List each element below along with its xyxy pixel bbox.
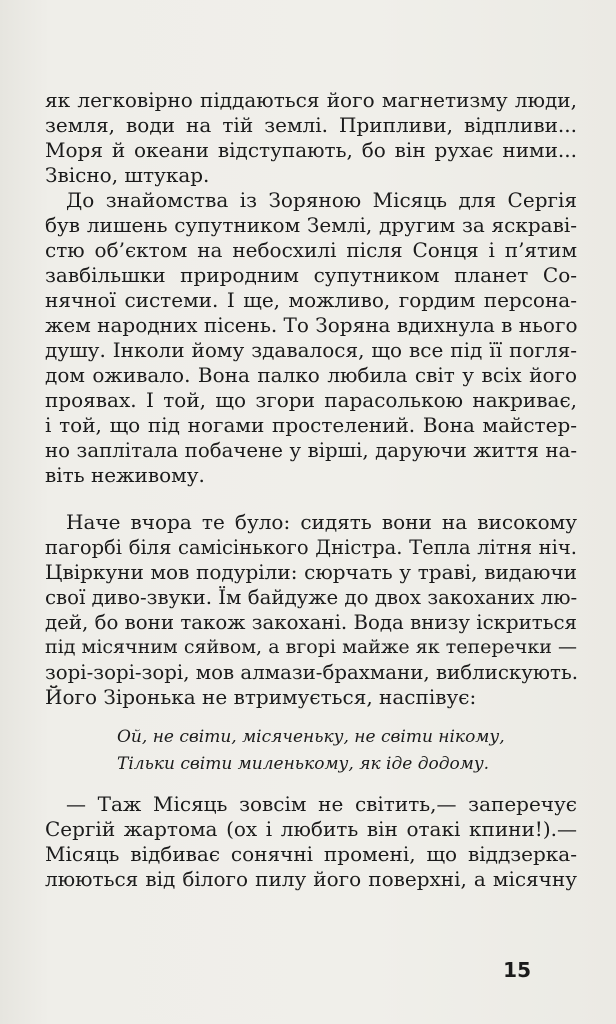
text-line: і той, що під ногами простелений. Вона майстер- — [45, 413, 577, 437]
page-text — [45, 88, 577, 892]
section-break — [45, 488, 577, 510]
text-line: був лишень супутником Землі, другим за яскраві- — [45, 213, 577, 237]
verse-line: Ой, не світи, місяченьку, не світи нікому, — [117, 727, 505, 747]
text-line: віть неживому. — [45, 463, 205, 487]
text-line: но заплітала побачене у вірші, даруючи життя на- — [45, 439, 577, 462]
text-line: Сергій жартома (ох і любить він отакі кпини!).— — [45, 817, 577, 841]
verse-line: Тільки світи миленькому, як іде додому. — [117, 754, 490, 774]
paragraph-start-line: До знайомства із Зоряною Місяць для Сергія — [66, 188, 577, 212]
text-line: пагорбі біля самісінького Дністра. Тепла літня ніч. — [45, 536, 577, 559]
text-line: дом оживало. Вона палко любила світ у всіх його — [45, 363, 577, 387]
text-line: стю об’єктом на небосхилі після Сонця і п’ятим — [45, 238, 577, 262]
text-line: дей, бо вони також закохані. Вода внизу іскриться — [45, 611, 577, 634]
text-line: жем народних пісень. То Зоряна вдихнула в нього — [45, 313, 578, 337]
text-line: свої диво-звуки. Їм байдуже до двох закоханих лю- — [45, 586, 578, 609]
text-line: душу. Інколи йому здавалося, що все під її погля- — [45, 338, 577, 362]
page-number: 15 — [503, 958, 531, 982]
paragraph-start-line: Наче вчора те було: сидять вони на високому — [66, 510, 577, 534]
text-line: зорі-зорі-зорі, мов алмази-брахмани, виблискують. — [45, 661, 579, 684]
paragraph-start-line: — Таж Місяць зовсім не світить,— заперечує — [66, 792, 577, 816]
text-line: під місячним сяйвом, а вгорі майже як теперечки — — [45, 636, 577, 658]
text-line: проявах. І той, що згори парасолькою накриває, — [45, 388, 577, 412]
verse-spacer — [45, 710, 577, 724]
text-line: завбільшки природним супутником планет Со- — [45, 263, 577, 287]
text-line: Звісно, штукар. — [45, 163, 210, 187]
text-line: Цвіркуни мов подуріли: сюрчать у траві, видаючи — [45, 560, 577, 584]
text-line: Місяць відбиває сонячні промені, що віддзеркa- — [45, 842, 577, 866]
text-line: Моря й океани відступають, бо він рухає ними... — [45, 138, 577, 162]
text-line: як легковірно піддаються його магнетизму люди, — [45, 88, 577, 112]
text-line: люються від білого пилу його поверхні, а місячну — [45, 867, 577, 891]
text-line: Його Зіронька не втримується, наспівує: — [45, 685, 477, 709]
text-line: нячної системи. І ще, можливо, гордим персона- — [45, 288, 577, 312]
verse-spacer — [45, 778, 577, 792]
text-line: земля, води на тій землі. Припливи, відпливи... — [45, 113, 577, 137]
